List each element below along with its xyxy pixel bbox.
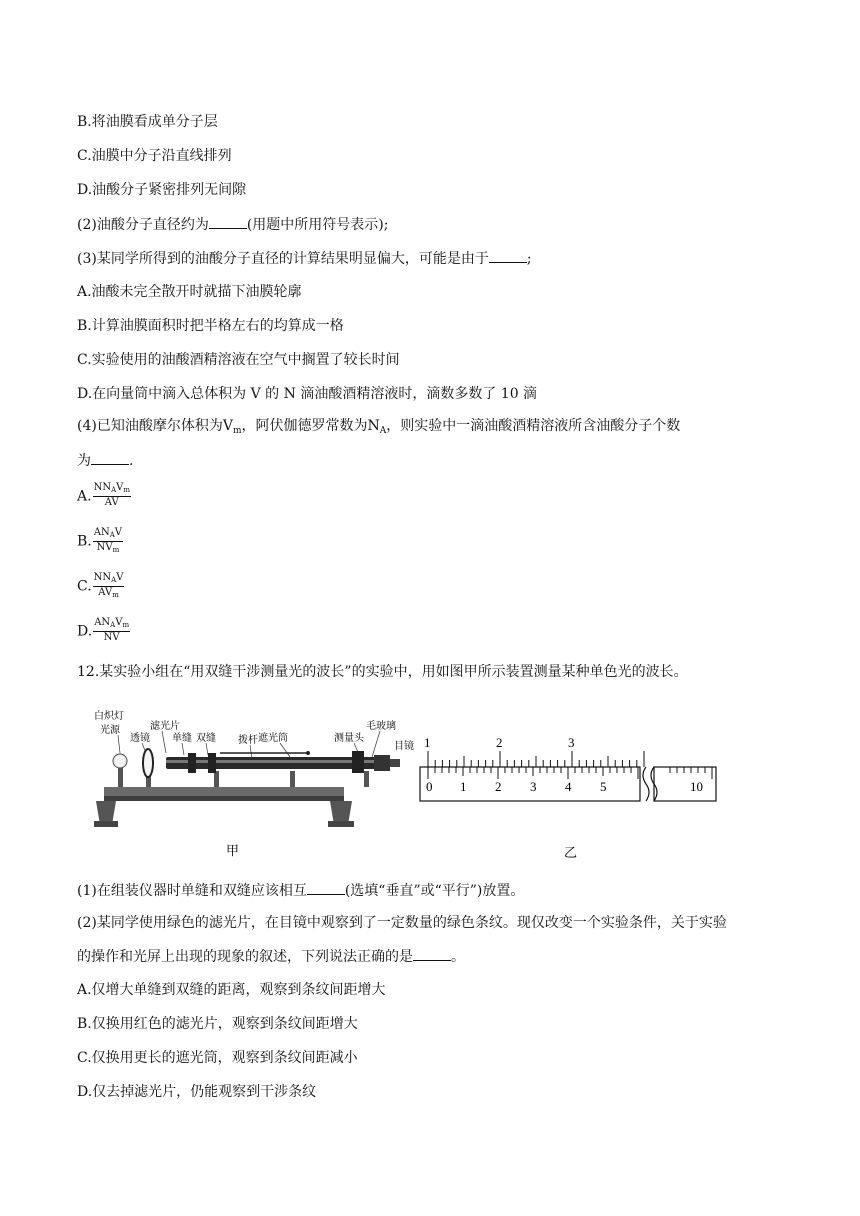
part-4-option-c: C. $\frac{NN_AV}{AV_m}$ bbox=[77, 572, 124, 599]
label-eyepiece: 目镜 bbox=[394, 741, 414, 752]
main-scale-1: 1 bbox=[424, 735, 431, 750]
part-3-option-d: D.在向量筒中滴入总体积为 V 的 N 滴油酸酒精溶液时，滴数多数了 10 滴 bbox=[77, 386, 538, 402]
vernier-0: 0 bbox=[426, 779, 433, 794]
symbol-vm: $V_m$ bbox=[222, 418, 242, 436]
label-tube: 遮光筒 bbox=[258, 733, 288, 744]
main-scale-3: 3 bbox=[568, 735, 575, 750]
optical-bench bbox=[94, 767, 369, 827]
light-shield-tube bbox=[166, 751, 400, 773]
vernier-2: 2 bbox=[495, 779, 502, 794]
answer-blank[interactable] bbox=[413, 946, 451, 961]
answer-blank[interactable] bbox=[489, 248, 527, 263]
fraction: $\frac{AN_AV_m}{NV}$ bbox=[94, 617, 130, 643]
part-2: (2)油酸分子直径约为 (用题中所用符号表示); bbox=[77, 214, 388, 235]
part-3-option-b: B.计算油膜面积时把半格左右的均算成一格 bbox=[77, 318, 344, 334]
q12-part-2: (2)某同学使用绿色的滤光片，在目镜中观察到了一定数量的绿色条纹。现仅改变一个实验条件，关于实验 bbox=[77, 915, 727, 931]
part-4-option-d: D. $\frac{AN_AV_m}{NV}$ bbox=[77, 617, 130, 646]
vernier-4: 4 bbox=[565, 779, 572, 794]
label-head: 测量头 bbox=[334, 733, 364, 744]
main-scale-2: 2 bbox=[496, 735, 503, 750]
label-double-slit: 双缝 bbox=[196, 733, 216, 744]
q12-option-a: A.仅增大单缝到双缝的距离，观察到条纹间距增大 bbox=[77, 982, 386, 998]
option-d-prev: D.油酸分子紧密排列无间隙 bbox=[77, 182, 247, 198]
q12-part-1: (1)在组装仪器时单缝和双缝应该相互 (选填“垂直”或“平行”)放置。 bbox=[77, 880, 524, 901]
experiment-figure bbox=[90, 705, 730, 865]
label-glass: 毛玻璃 bbox=[366, 721, 396, 732]
label-lens: 透镜 bbox=[130, 733, 150, 744]
vernier-10: 10 bbox=[690, 779, 703, 794]
part-4-tail: 为 . bbox=[77, 450, 133, 471]
label-filter: 滤光片 bbox=[150, 721, 180, 732]
q12-option-b: B.仅换用红色的滤光片，观察到条纹间距增大 bbox=[77, 1016, 358, 1032]
label-lever: 拨杆 bbox=[238, 735, 258, 746]
part-3: (3)某同学所得到的油酸分子直径的计算结果明显偏大，可能是由于 ; bbox=[77, 248, 532, 269]
fraction: $\frac{NN_AV_m}{AV}$ bbox=[93, 482, 130, 508]
symbol-na: $N_A$ bbox=[367, 418, 387, 436]
part-4-option-b: B. $\frac{AN_AV}{NV_m}$ bbox=[77, 527, 123, 554]
part-3-option-c: C.实验使用的油酸酒精溶液在空气中搁置了较长时间 bbox=[77, 352, 400, 368]
caption-right: 乙 bbox=[564, 846, 578, 861]
part-4-option-a: A. $\frac{NN_AV_m}{AV}$ bbox=[77, 482, 131, 511]
label-single-slit: 单缝 bbox=[172, 733, 192, 744]
answer-blank[interactable] bbox=[91, 450, 129, 465]
part-3-option-a: A.油酸未完全散开时就描下油膜轮廓 bbox=[77, 284, 302, 300]
answer-blank[interactable] bbox=[209, 214, 247, 229]
q12-option-d: D.仅去掉滤光片，仍能观察到干涉条纹 bbox=[77, 1084, 317, 1100]
option-b-prev: B.将油膜看成单分子层 bbox=[77, 114, 218, 130]
question-12-stem: 12.某实验小组在“用双缝干涉测量光的波长”的实验中，用如图甲所示装置测量某种单色光的波长。 bbox=[77, 664, 688, 680]
q12-option-c: C.仅换用更长的遮光筒，观察到条纹间距减小 bbox=[77, 1050, 358, 1066]
vernier-3: 3 bbox=[530, 779, 537, 794]
q12-part-2-cont: 的操作和光屏上出现的现象的叙述，下列说法正确的是 。 bbox=[77, 946, 465, 967]
lens-icon bbox=[143, 749, 153, 777]
label-lamp-a: 白炽灯 bbox=[94, 711, 124, 722]
lamp-icon bbox=[113, 754, 127, 768]
answer-blank[interactable] bbox=[307, 880, 345, 895]
caption-left: 甲 bbox=[226, 844, 240, 859]
vernier-caliper-scale bbox=[420, 735, 716, 801]
label-lamp-b: 光源 bbox=[100, 725, 120, 736]
option-c-prev: C.油膜中分子沿直线排列 bbox=[77, 148, 232, 164]
fraction: $\frac{NN_AV}{AV_m}$ bbox=[93, 572, 124, 599]
part-4: (4)已知油酸摩尔体积为$V_m$，阿伏伽德罗常数为$N_A$，则实验中一滴油酸酒精溶液所含油酸分子个数 bbox=[77, 418, 681, 436]
vernier-5: 5 bbox=[600, 779, 607, 794]
vernier-1: 1 bbox=[460, 779, 467, 794]
fraction: $\frac{AN_AV}{NV_m}$ bbox=[93, 527, 123, 554]
